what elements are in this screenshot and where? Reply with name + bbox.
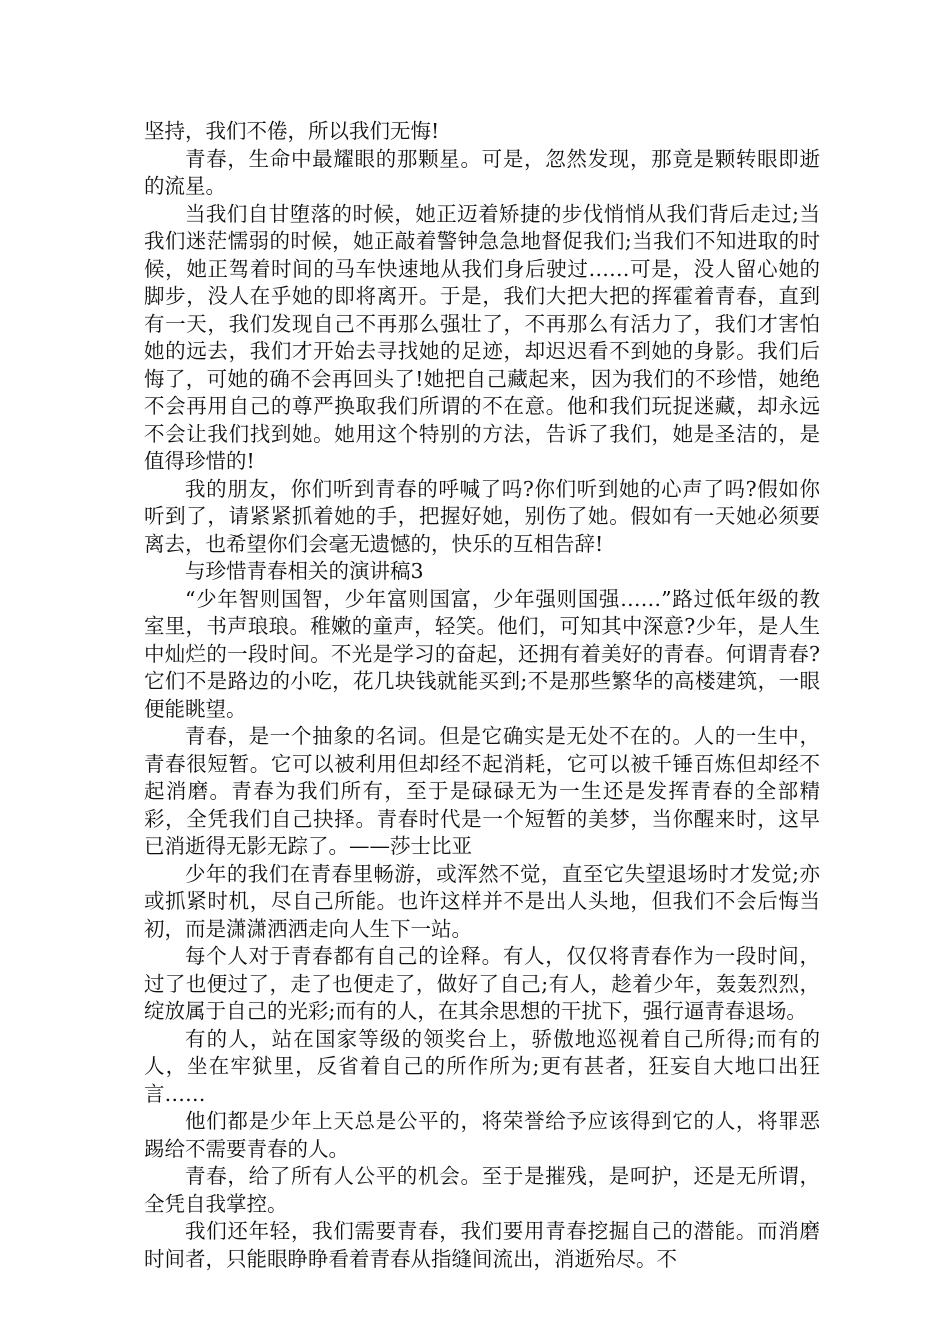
paragraph: 有的人，站在国家等级的领奖台上，骄傲地巡视着自己所得;而有的人，坐在牢狱里，反省着自己的所作所为;更有甚者，狂妄自大地口出狂言…… [144, 1026, 820, 1106]
paragraph: 当我们自甘堕落的时候，她正迈着矫捷的步伐悄悄从我们背后走过;当我们迷茫懦弱的时候，她正敲着警钟急急地督促我们;当我们不知进取的时候，她正驾着时间的马车快速地从我们身后驶过……可是，没人留心她的脚步，没人在乎她的即将离开。于是，我们大把大把的挥霍着青春，直到有一天，我们发现自己不再那么强壮了，不再那么有活力了，我们才害怕她的远去，我们才开始去寻找她的足迹，却迟迟看不到她的身影。我们后悔了，可她的确不会再回头了!她把自己藏起来，因为我们的不珍惜，她绝不会再用自己的尊严换取我们所谓的不在意。他和我们玩捉迷藏，却永远不会让我们找到她。她用这个特别的方法，告诉了我们，她是圣洁的，是值得珍惜的! [144, 201, 820, 473]
paragraph: 我的朋友，你们听到青春的呼喊了吗?你们听到她的心声了吗?假如你听到了，请紧紧抓着她的手，把握好她，别伤了她。假如有一天她必须要离去，也希望你们会毫无遗憾的，快乐的互相告辞! [144, 476, 820, 556]
paragraph-continuation: 坚持，我们不倦，所以我们无悔! [144, 119, 440, 143]
paragraph: “少年智则国智，少年富则国富，少年强则国强……”路过低年级的教室里，书声琅琅。稚嫩的童声，轻笑。他们，可知其中深意?少年，是人生中灿烂的一段时间。不光是学习的奋起，还拥有着美好的青春。何谓青春?它们不是路边的小吃，花几块钱就能买到;不是那些繁华的高楼建筑，一眼便能眺望。 [144, 586, 820, 721]
paragraph: 青春，给了所有人公平的机会。至于是摧残，是呵护，还是无所谓，全凭自我掌控。 [144, 1164, 820, 1216]
paragraph: 青春，生命中最耀眼的那颗星。可是，忽然发现，那竟是颗转眼即逝的流星。 [144, 146, 820, 198]
paragraph: 少年的我们在青春里畅游，或浑然不觉，直至它失望退场时才发觉;亦或抓紧时机，尽自己所能。也许这样并不是出人头地，但我们不会后悔当初，而是潇潇洒洒走向人生下一站。 [144, 861, 820, 941]
document-page [144, 118, 820, 1273]
section-heading: 与珍惜青春相关的演讲稿3 [185, 559, 424, 583]
paragraph: 我们还年轻，我们需要青春，我们要用青春挖掘自己的潜能。而消磨时间者，只能眼睁睁看着青春从指缝间流出，消逝殆尽。不 [144, 1219, 820, 1271]
paragraph: 青春，是一个抽象的名词。但是它确实是无处不在的。人的一生中，青春很短暂。它可以被利用但却经不起消耗，它可以被千锤百炼但却经不起消磨。青春为我们所有，至于是碌碌无为一生还是发挥青春的全部精彩，全凭我们自己抉择。青春时代是一个短暂的美梦，当你醒来时，这早已消逝得无影无踪了。——莎士比亚 [144, 724, 820, 858]
paragraph: 每个人对于青春都有自己的诠释。有人，仅仅将青春作为一段时间，过了也便过了，走了也便走了，做好了自己;有人，趁着少年，轰轰烈烈，绽放属于自己的光彩;而有的人，在其余思想的干扰下，强行逼青春退场。 [144, 944, 820, 1023]
paragraph: 他们都是少年上天总是公平的，将荣誉给予应该得到它的人，将罪恶踢给不需要青春的人。 [144, 1109, 820, 1161]
